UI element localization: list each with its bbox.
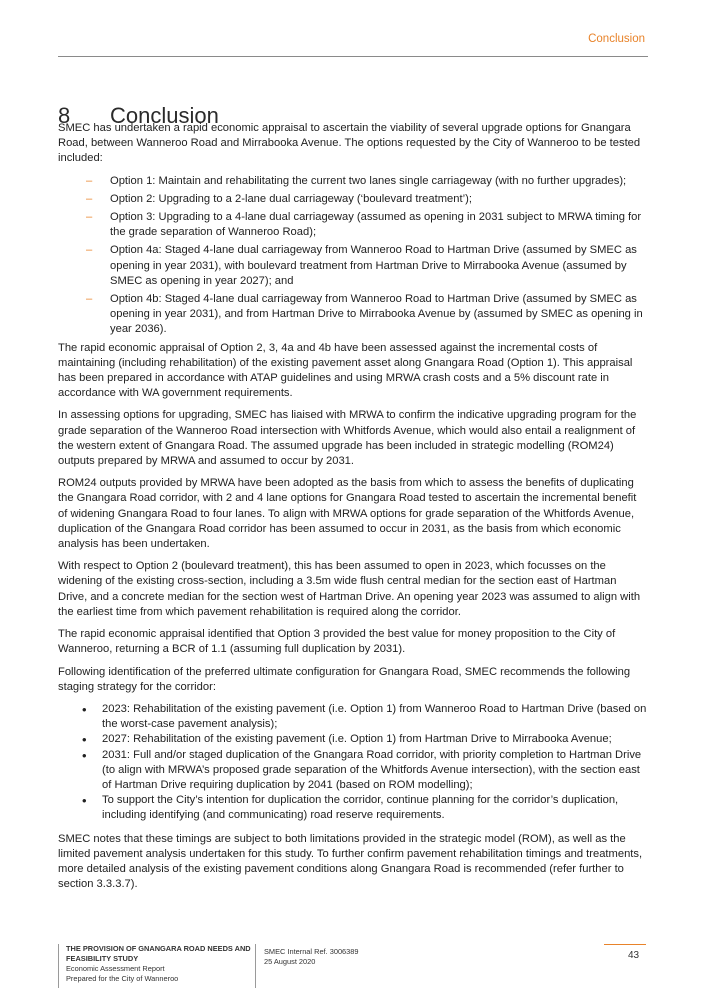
paragraph: The rapid economic appraisal of Option 2, 3, 4a and 4b have been assessed against the incremental costs of maintaining (including rehabilitation) of the existing pavement asset along Gnangara Road (Option 1). This appraisal has been prepared in accordance with ATAP guidelines and using MRWA crash costs and a 5% discount rate in accordance with WA government requirements.: [58, 341, 633, 400]
footer-ref: SMEC Internal Ref. 3006389: [264, 947, 359, 956]
footer-date: 25 August 2020: [264, 957, 316, 966]
footer-report-type: Economic Assessment Report: [66, 964, 165, 973]
staging-list: [58, 702, 648, 824]
footer-document-info: [58, 944, 256, 988]
paragraph: ROM24 outputs provided by MRWA have been adopted as the basis from which to assess the benefits of duplicating the Gnangara Road corridor, with 2 and 4 lane options for Gnangara Road tested to ascertain the incremental benefit of widening Gnangara Road to four lanes. To align with MRWA options for grade separation of the Whitfords Avenue, duplication of the Gnangara Road corridor has been assumed to occur in 2031, as the basis from which economic analysis has been undertaken.: [58, 477, 637, 551]
options-list: [58, 174, 648, 338]
page-number: 43: [628, 950, 640, 961]
running-header: Conclusion: [588, 33, 645, 45]
header-divider: [58, 56, 648, 57]
paragraph: In assessing options for upgrading, SMEC has liaised with MRWA to confirm the indicative upgrading program for the grade separation of the Wanneroo Road intersection with Whitfords Avenue, which would also entail a realignment of the western extent of Gnangara Road. The assumed upgrade has been included in strategic modelling (ROM24) outputs prepared by MRWA and assumed to occur by 2031.: [58, 409, 637, 468]
list-item: – Option 4a: Staged 4-lane dual carriageway from Wanneroo Road to Hartman Drive (assumed by SMEC as opening in year 2031), with boulevard treatment from Hartman Drive to Mirrabooka Avenue (assumed by SMEC as opening in year 2027); and: [58, 243, 648, 289]
footer-prepared-for: Prepared for the City of Wanneroo: [66, 974, 179, 983]
paragraph: With respect to Option 2 (boulevard treatment), this has been assumed to open in 2023, which focusses on the widening of the existing cross-section, including a 3.5m wide flush central median for the section east of Hartman Drive, and a concrete median for the section west of Hartman Drive. An opening year 2023 was assumed to align with the earliest time from which pavement rehabilitation is required along the corridor.: [58, 560, 641, 618]
section-number: 8: [58, 102, 71, 128]
paragraph: Following identification of the preferred ultimate configuration for Gnangara Road, SMEC recommends the following staging strategy for the corridor:: [58, 665, 631, 693]
footer-accent-rule: [604, 944, 646, 945]
closing-paragraph: SMEC notes that these timings are subject to both limitations provided in the strategic model (ROM), as well as the limited pavement analysis undertaken for this study. To further confirm pavement rehabilitation timings and treatments, more detailed analysis of the existing pavement conditions along Gnangara Road is recommended (refer further to section 3.3.3.7).: [58, 832, 643, 891]
list-item: • 2023: Rehabilitation of the existing pavement (i.e. Option 1) from Wanneroo Road to Hartman Drive (based on the worst-case pavement analysis);: [58, 702, 648, 732]
list-item: • To support the City’s intention for duplication the corridor, continue planning for the corridor’s duplication, including identifying (and communicating) road reserve requirements.: [58, 793, 648, 823]
paragraph: The rapid economic appraisal identified that Option 3 provided the best value for money proposition to the City of Wanneroo, returning a BCR of 1.1 (assuming full duplication by 2031).: [58, 628, 616, 656]
section-title: Conclusion: [110, 102, 219, 128]
list-item: – Option 3: Upgrading to a 4-lane dual carriageway (assumed as opening in 2031 subject to MRWA timing for the grade separation of Wanneroo Road);: [58, 210, 648, 240]
list-item: • 2031: Full and/or staged duplication of the Gnangara Road corridor, with priority completion to Hartman Drive (to align with MRWA’s proposed grade separation of the Whitfords Avenue intersection), with the section east of Hartman Drive requiring duplication by 2041 (based on ROM modelling);: [58, 748, 648, 794]
list-item: • 2027: Rehabilitation of the existing pavement (i.e. Option 1) from Hartman Drive to Mirrabooka Avenue;: [58, 732, 648, 747]
list-item: – Option 2: Upgrading to a 2-lane dual carriageway (‘boulevard treatment’);: [58, 192, 648, 207]
body-content: [58, 121, 648, 899]
list-item: – Option 1: Maintain and rehabilitating the current two lanes single carriageway (with no further upgrades);: [58, 174, 648, 189]
list-item: – Option 4b: Staged 4-lane dual carriageway from Wanneroo Road to Hartman Drive (assumed by SMEC as opening in year 2031), and from Hartman Drive to Mirrabooka Avenue by (assumed by SMEC as opening in year 2036).: [58, 292, 648, 338]
footer-reference: [264, 947, 359, 967]
footer-doc-title: THE PROVISION OF GNANGARA ROAD NEEDS AND FEASIBILITY STUDY: [66, 944, 251, 963]
intro-paragraph: SMEC has undertaken a rapid economic appraisal to ascertain the viability of several upgrade options for Gnangara Road, between Wanneroo Road and Mirrabooka Avenue. The options requested by the City of Wanneroo to be tested included:: [58, 122, 641, 165]
